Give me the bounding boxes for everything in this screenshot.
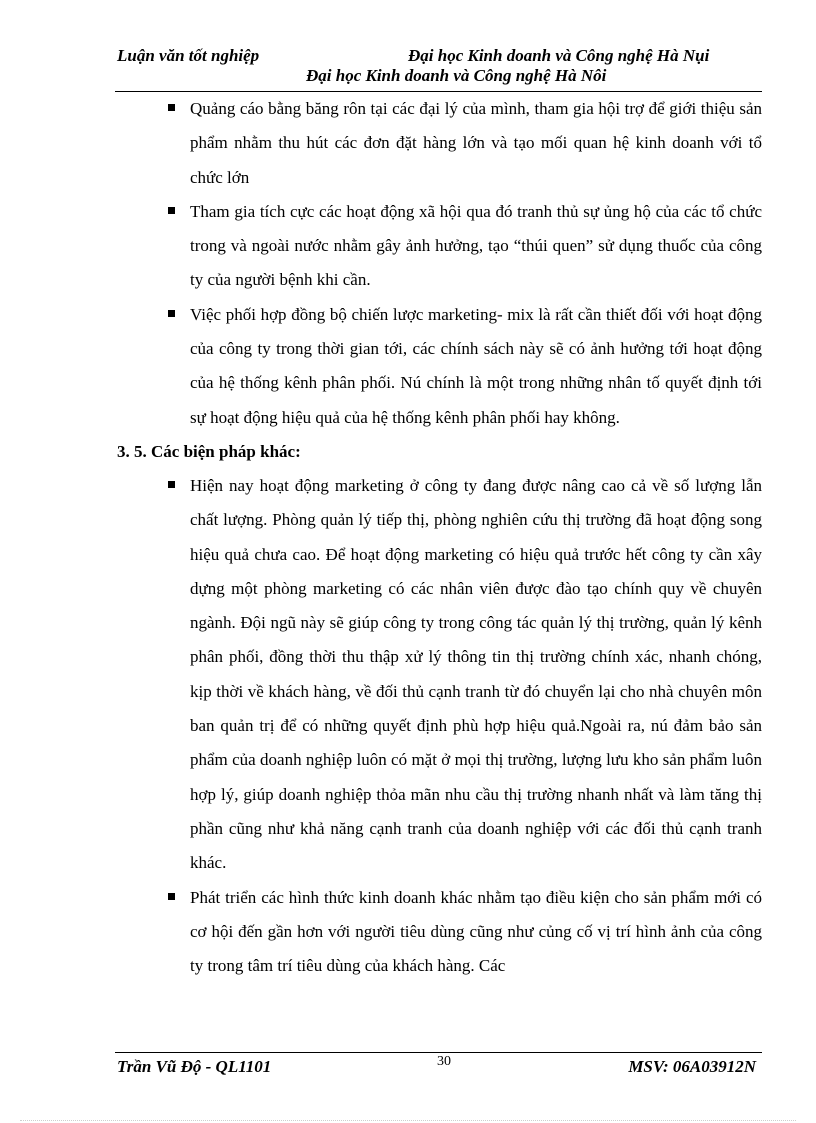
- list-item: [117, 92, 762, 195]
- list-item-text: Quảng cáo bằng băng rôn tại các đại lý của mình, tham gia hội trợ để giới thiệu sản phẩm nhằm thu hút các đơn đặt hàng lớn và tạo mối quan hệ kinh doanh với tổ chức lớn: [190, 99, 762, 187]
- bullet-list-top: [117, 92, 762, 435]
- header-university-name-line2: Đại học Kinh doanh và Công nghệ Hà Nôi: [306, 66, 607, 85]
- list-item-text: Việc phối hợp đồng bộ chiến lược marketing- mix là rất cần thiết đối với hoạt động của công ty trong thời gian tới, các chính sách này sẽ có ảnh hưởng tới hoạt động của hệ thống kênh phân phối. Nú chính là một trong những nhân tố quyết định tới sự hoạt động hiệu quả của hệ thống kênh phân phối hay không.: [190, 304, 762, 427]
- list-item: [117, 469, 762, 881]
- square-bullet-icon: [168, 104, 175, 111]
- square-bullet-icon: [168, 310, 175, 317]
- footer-author: Trần Vũ Độ - QL1101: [117, 1057, 272, 1076]
- list-item-text: Tham gia tích cực các hoạt động xã hội qua đó tranh thủ sự ủng hộ của các tổ chức trong và ngoài nước nhằm gây ảnh hưởng, tạo “thúi quen” sử dụng thuốc của công ty của người bệnh khi cần.: [190, 201, 762, 290]
- page-number: 30: [437, 1054, 451, 1069]
- header-university-name: Đại học Kinh doanh và Công nghệ Hà Nụi: [408, 46, 710, 65]
- footer-student-id: MSV: 06A03912N: [628, 1057, 756, 1076]
- page-body: [117, 92, 762, 983]
- square-bullet-icon: [168, 207, 175, 214]
- list-item: [117, 881, 762, 984]
- list-item-text: Hiện nay hoạt động marketing ở công ty đang được nâng cao cả về số lượng lẫn chất lượng. Phòng quản lý tiếp thị, phòng nghiên cứu thị trường đã hoạt động song hiệu quả chưa cao. Để hoạt động marketing có hiệu quả trước hết công ty cần xây dựng một phòng marketing có các nhân viên được đào tạo chính quy về chuyên ngành. Đội ngũ này sẽ giúp công ty trong công tác quản lý thị trường, quản lý kênh phân phối, đồng thời thu thập xử lý thông tin thị trường chính xác, nhanh chóng, kịp thời về khách hàng, về đối thủ cạnh tranh từ đó chuyển lại cho nhà chuyên môn ban quản trị để có những quyết định phù hợp hiệu quả.Ngoài ra, nú đảm bảo sản phẩm của doanh nghiệp luôn có mặt ở mọi thị trường, lượng lưu kho sản phẩm luôn hợp lý, giúp doanh nghiệp thỏa mãn nhu cầu thị trường nhanh nhất và làm tăng thị phần cũng như khả năng cạnh tranh của doanh nghiệp với các đối thủ cạnh tranh khác.: [190, 475, 762, 873]
- header-thesis-label: Luận văn tốt nghiệp: [117, 46, 260, 65]
- footer-divider: [115, 1052, 762, 1053]
- list-item: [117, 298, 762, 435]
- list-item-text: Phát triển các hình thức kinh doanh khác nhằm tạo điều kiện cho sản phẩm mới có cơ hội đến gần hơn với người tiêu dùng cũng như củng cố vị trí hình ảnh của công ty trong tâm trí tiêu dùng của khách hàng. Các: [190, 887, 762, 976]
- bullet-list-bottom: [117, 469, 762, 983]
- square-bullet-icon: [168, 893, 175, 900]
- square-bullet-icon: [168, 481, 175, 488]
- section-heading: 3. 5. Các biện pháp khác:: [117, 441, 301, 461]
- page-edge: [20, 1120, 796, 1121]
- list-item: [117, 195, 762, 298]
